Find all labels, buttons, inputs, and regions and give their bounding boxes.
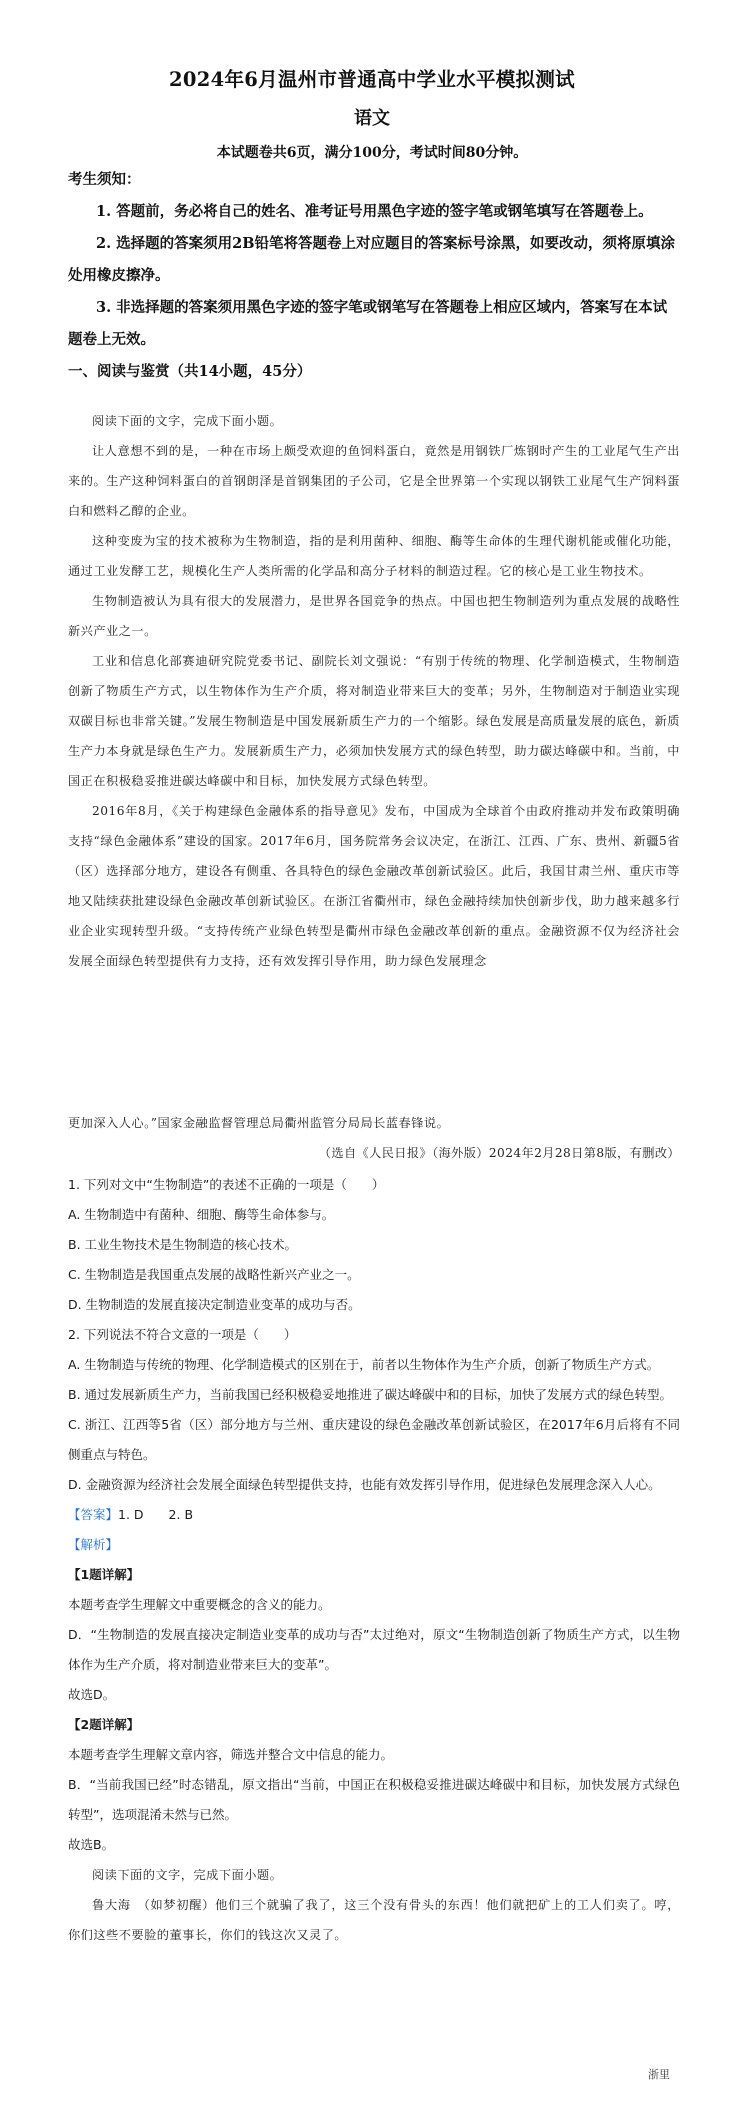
notice-item: 1. 答题前，务必将自己的姓名、准考证号用黑色字迹的签字笔或钢笔填写在答题卷上。: [96, 203, 653, 220]
detail-2-label: 【2题详解】: [68, 1717, 140, 1732]
notice-item: 3. 非选择题的答案须用黑色字迹的签字笔或钢笔写在答题卷上相应区域内，答案写在本试题卷上无效。: [68, 299, 668, 348]
question-option: A. 生物制造中有菌种、细胞、酶等生命体参与。: [68, 1207, 335, 1222]
detail-2-line: B．“当前我国已经”时态错乱，原文指出“当前，中国正在积极稳妥推进碳达峰碳中和目标，加快发展方式绿色转型”，选项混淆未然与已然。: [68, 1777, 680, 1822]
answer-value: 1. D 2. B: [118, 1507, 194, 1522]
notice-item: 2. 选择题的答案须用2B铅笔将答题卷上对应题目的答案标号涂黑，如要改动，须将原填涂处用橡皮擦净。: [68, 235, 676, 284]
answer-line: [68, 1500, 680, 1530]
question-option: B. 工业生物技术是生物制造的核心技术。: [68, 1237, 298, 1252]
question-stem: 1. 下列对文中“生物制造”的表述不正确的一项是（ ）: [68, 1177, 385, 1192]
detail-1-line: D．“生物制造的发展直接决定制造业变革的成功与否”太过绝对，原文“生物制造创新了物质生产方式，以生物体作为生产介质，将对制造业带来巨大的变革”。: [68, 1627, 680, 1672]
section-heading: 一、阅读与鉴赏（共14小题，45分）: [68, 363, 312, 380]
passage-continuation: 更加深入人心。”国家金融监督管理总局衢州监管分局局长蓝春锋说。: [68, 1116, 450, 1130]
question-option: C. 生物制造是我国重点发展的战略性新兴产业之一。: [68, 1267, 360, 1282]
next-passage-text: 鲁大海 （如梦初醒）他们三个就骗了我了，这三个没有骨头的东西！他们就把矿上的工人们卖了。哼，你们这些不要脸的董事长，你们的钱这次又灵了。: [68, 1898, 680, 1942]
detail-1-line: 故选D。: [68, 1687, 116, 1702]
question-option: D. 生物制造的发展直接决定制造业变革的成功与否。: [68, 1297, 361, 1312]
notice-block: [68, 164, 680, 388]
passage-paragraph: 生物制造被认为具有很大的发展潜力，是世界各国竞争的热点。中国也把生物制造列为重点发展的战略性新兴产业之一。: [68, 594, 680, 638]
passage-paragraph: 让人意想不到的是，一种在市场上颇受欢迎的鱼饲料蛋白，竟然是用钢铁厂炼钢时产生的工业尾气生产出来的。生产这种饲料蛋白的首钢朗泽是首钢集团的子公司，它是全世界第一个实现以钢铁工业尾气生产饲料蛋白和燃料乙醇的企业。: [68, 444, 680, 518]
exam-title: 2024年6月温州市普通高中学业水平模拟测试: [169, 68, 575, 91]
questions-block: [68, 1170, 680, 1950]
page-footer: 浙里: [648, 2068, 670, 2081]
analysis-label: 【解析】: [68, 1537, 119, 1552]
passage-paragraph: 工业和信息化部赛迪研究院党委书记、副院长刘文强说：“有别于传统的物理、化学制造模式，生物制造创新了物质生产方式，以生物体作为生产介质，将对制造业带来巨大的变革；另外，生物制造对于制造业实现双碳目标也非常关键。”发展生物制造是中国发展新质生产力的一个缩影。绿色发展是高质量发展的底色，新质生产力本身就是绿色生产力。发展新质生产力，必须加快发展方式的绿色转型，助力碳达峰碳中和。当前，中国正在积极稳妥推进碳达峰碳中和目标，加快发展方式绿色转型。: [68, 654, 680, 788]
passage-source: （选自《人民日报》（海外版）2024年2月28日第8版，有删改）: [318, 1146, 680, 1160]
detail-1-label: 【1题详解】: [68, 1567, 140, 1582]
exam-meta: 本试题卷共6页，满分100分，考试时间80分钟。: [216, 145, 528, 161]
detail-2-line: 本题考查学生理解文章内容，筛选并整合文中信息的能力。: [68, 1747, 394, 1762]
detail-2-line: 故选B。: [68, 1837, 115, 1852]
passage-intro: 阅读下面的文字，完成下面小题。: [92, 414, 283, 428]
passage-ending: [68, 1108, 680, 1168]
notice-label: 考生须知：: [68, 171, 141, 188]
answer-label: 【答案】: [68, 1507, 119, 1522]
question-option: C. 浙江、江西等5省（区）部分地方与兰州、重庆建设的绿色金融改革创新试验区，在2017年6月后将有不同侧重点与特色。: [68, 1417, 680, 1462]
detail-1-line: 本题考查学生理解文中重要概念的含义的能力。: [68, 1597, 331, 1612]
question-option: B. 通过发展新质生产力，当前我国已经积极稳妥地推进了碳达峰碳中和的目标，加快了发展方式的绿色转型。: [68, 1387, 673, 1402]
question-option: A. 生物制造与传统的物理、化学制造模式的区别在于，前者以生物体作为生产介质，创新了物质生产方式。: [68, 1357, 660, 1372]
question-stem: 2. 下列说法不符合文意的一项是（ ）: [68, 1327, 297, 1342]
question-option: D. 金融资源为经济社会发展全面绿色转型提供支持，也能有效发挥引导作用，促进绿色发展理念深入人心。: [68, 1477, 661, 1492]
subject-title: 语文: [354, 108, 390, 129]
passage-paragraph: 2016年8月，《关于构建绿色金融体系的指导意见》发布，中国成为全球首个由政府推动并发布政策明确支持“绿色金融体系”建设的国家。2017年6月，国务院常务会议决定，在浙江、江西、广东、贵州、新疆5省（区）选择部分地方，建设各有侧重、各具特色的绿色金融改革创新试验区。此后，我国甘肃兰州、重庆市等地又陆续获批建设绿色金融改革创新试验区。在浙江省衢州市，绿色金融持续加快创新步伐，助力越来越多行业企业实现转型升级。“支持传统产业绿色转型是衢州市绿色金融改革创新的重点。金融资源不仅为经济社会发展全面绿色转型提供有力支持，还有效发挥引导作用，助力绿色发展理念: [68, 804, 680, 968]
reading-passage: [68, 406, 680, 976]
passage-paragraph: 这种变废为宝的技术被称为生物制造，指的是利用菌种、细胞、酶等生命体的生理代谢机能或催化功能，通过工业发酵工艺，规模化生产人类所需的化学品和高分子材料的制造过程。它的核心是工业生物技术。: [68, 534, 680, 578]
next-passage-intro: 阅读下面的文字，完成下面小题。: [92, 1868, 283, 1882]
